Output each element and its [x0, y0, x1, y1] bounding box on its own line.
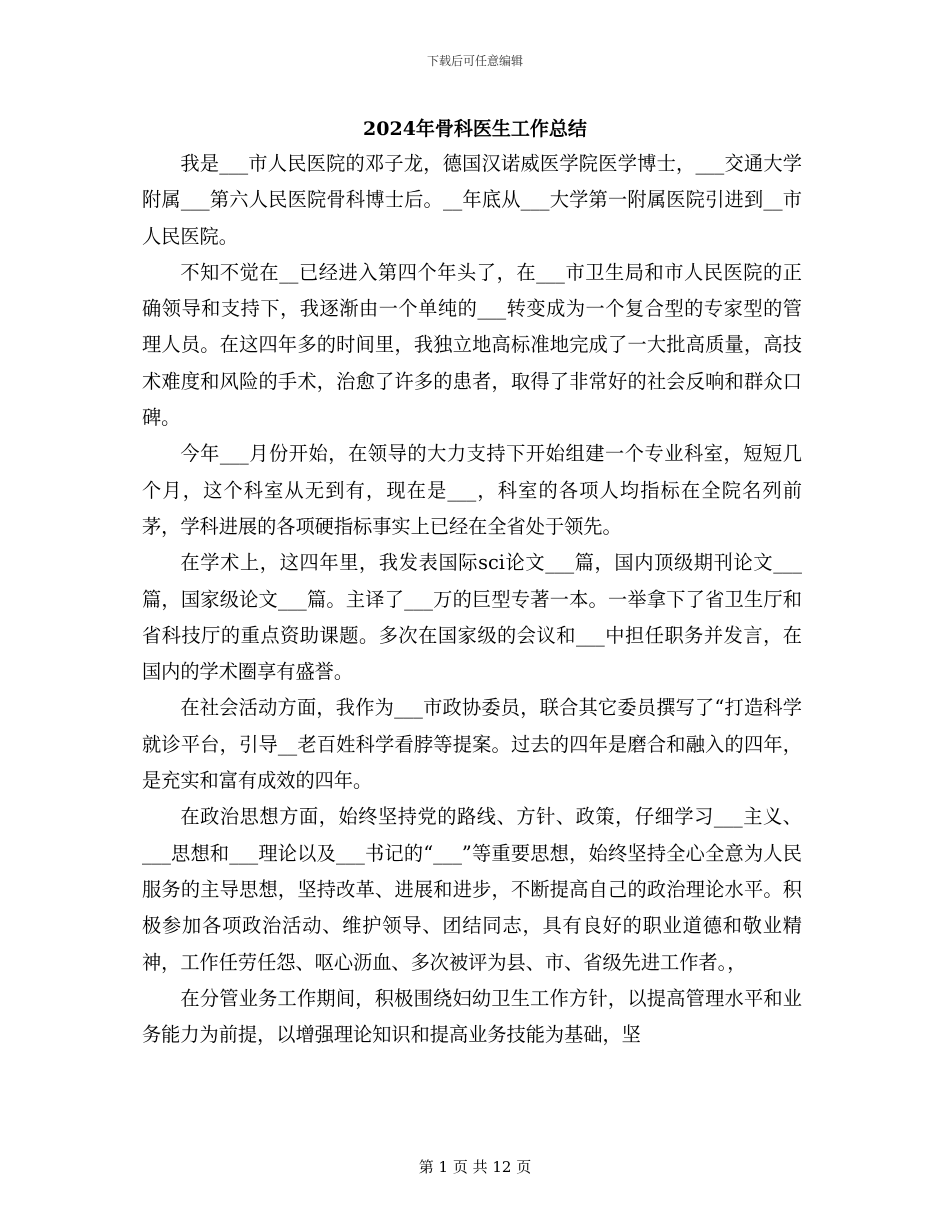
paragraph: 不知不觉在__已经进入第四个年头了，在___市卫生局和市人民医院的正确领导和支持下，我逐渐由一个单纯的___转变成为一个复合型的专家型的管理人员。在这四年多的时间里，我独立地高标准地完成了一大批高质量，高技术难度和风险的手术，治愈了许多的患者，取得了非常好的社会反响和群众口碑。	[142, 260, 802, 430]
document-body	[142, 146, 802, 1053]
page-header: 下载后可任意编辑	[426, 54, 523, 68]
paragraph: 在政治思想方面，始终坚持党的路线、方针、政策，仔细学习___主义、___思想和___理论以及___书记的“___”等重要思想，始终坚持全心全意为人民服务的主导思想，坚持改革、进展和进步，不断提高自己的政治理论水平。积极参加各项政治活动、维护领导、团结同志，具有良好的职业道德和敬业精神，工作任劳任怨、呕心沥血、多次被评为县、市、省级先进工作者。，	[142, 805, 802, 974]
paragraph: 我是___市人民医院的邓子龙，德国汉诺威医学院医学博士，___交通大学附属___第六人民医院骨科博士后。__年底从___大学第一附属医院引进到__市人民医院。	[142, 152, 802, 248]
page-footer: 第 1 页 共 12 页	[418, 1158, 532, 1176]
paragraph: 在分管业务工作期间，积极围绕妇幼卫生工作方针，以提高管理水平和业务能力为前提，以增强理论知识和提高业务技能为基础，坚	[142, 986, 802, 1047]
document-title: 2024年骨科医生工作总结	[363, 118, 587, 140]
paragraph: 在学术上，这四年里，我发表国际sci论文___篇，国内顶级期刊论文___篇，国家级论文___篇。主译了___万的巨型专著一本。一举拿下了省卫生厅和省科技厅的重点资助课题。多次在国家级的会议和___中担任职务并发言，在国内的学术圈享有盛誉。	[142, 551, 802, 684]
paragraph: 今年___月份开始，在领导的大力支持下开始组建一个专业科室，短短几个月，这个科室从无到有，现在是___，科室的各项人均指标在全院名列前茅，学科进展的各项硬指标事实上已经在全省处于领先。	[142, 442, 802, 538]
paragraph: 在社会活动方面，我作为___市政协委员，联合其它委员撰写了“打造科学就诊平台，引导__老百姓科学看脖等提案。过去的四年是磨合和融入的四年，是充实和富有成效的四年。	[142, 696, 802, 793]
